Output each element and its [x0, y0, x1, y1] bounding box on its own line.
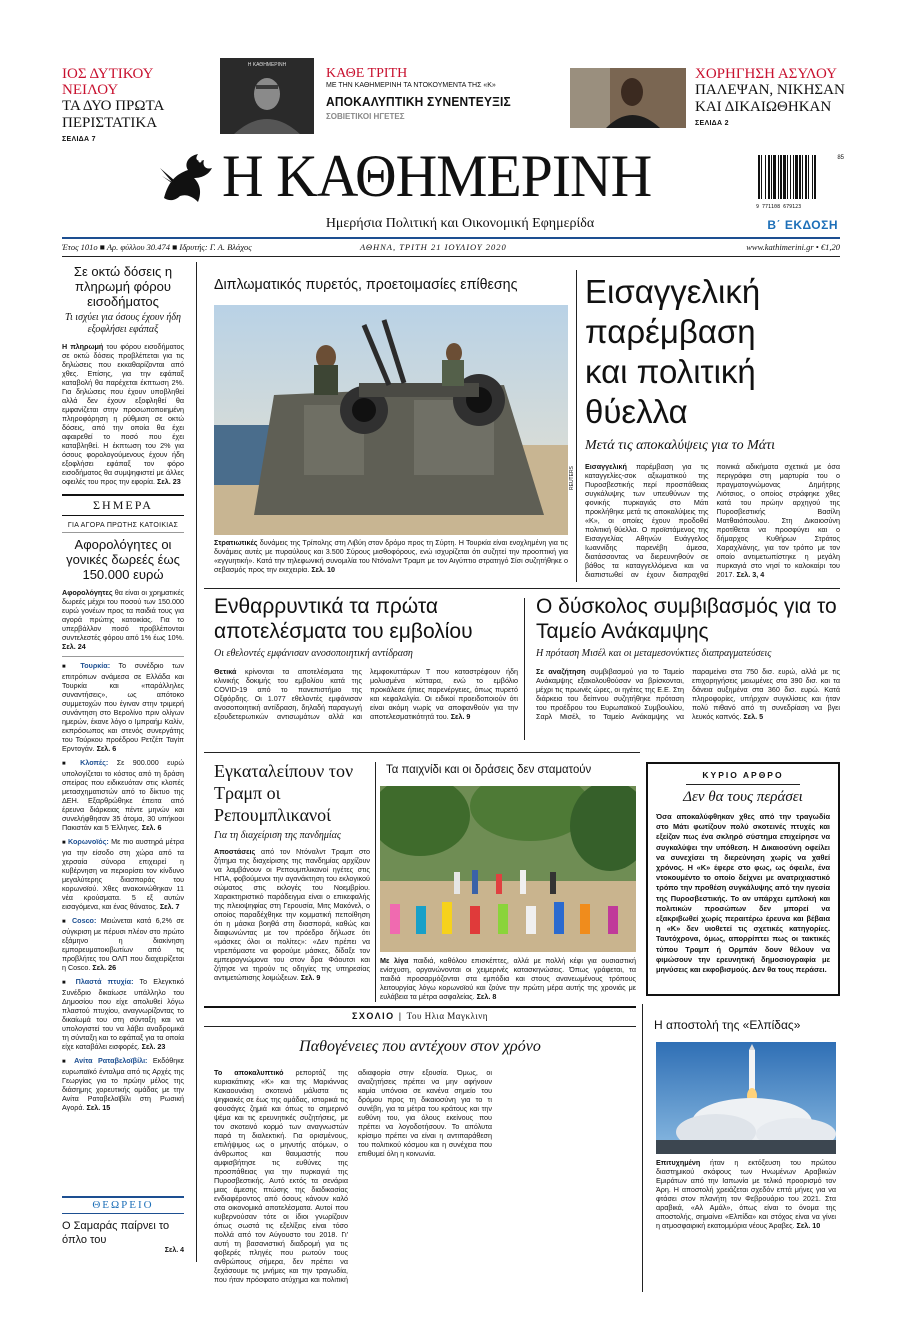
brief-item[interactable]: ■ Κορωνοϊός: Με πιο αυστηρά μέτρα για την είσοδο στη χώρα από τα χερσαία σύνορα επιχειρεί η κυβέρνηση να περιορίσει τον κίνδυνο μεγαλύτερης διασποράς του κορωνοϊού. Χθες ανακοινώθηκαν 11 νέα κρούσματα. 5 εξ αυτών εισαγόμενα, και ένας θάνατος. Σελ. 7: [62, 837, 184, 911]
barcode-bar: [768, 155, 770, 199]
fund-dek: Η πρόταση Μισέλ και οι μεταμεσονύκτιες διαπραγματεύσεις: [536, 648, 772, 659]
teaser-left-line1: ΤΑ ΔΥΟ ΠΡΩΤΑ: [62, 98, 165, 114]
mission-photo: [656, 1042, 836, 1154]
brief-item-text: Μειώνεται κατά 6,2% σε σύγκριση με πέρυσι πλέον στο πρώτο εξάμηνο η διακίνηση εμπορευματοκιβωτίων από τις προβλήτες του ΟΛΠ που διαχειρίζεται η Cosco.: [62, 916, 184, 972]
masthead-tagline: Ημερήσια Πολιτική και Οικονομική Εφημερίδα: [325, 216, 595, 231]
tax-headline: Σε οκτώ δόσεις η πληρωμή φόρου εισοδήματος: [73, 264, 173, 309]
trump-headline: Εγκαταλείπουν τον Τραμπ οι Ρεπουμπλικανοί: [214, 761, 354, 825]
barcode-bar: [814, 155, 816, 199]
barcode-bar: [773, 155, 776, 199]
brief-item-lead: Cosco:: [71, 916, 97, 925]
teaser-right-line1: ΠΑΛΕΨΑΝ, ΝΙΚΗΣΑΝ: [695, 82, 845, 98]
main-body: Εισαγγελική παρέμβαση για τις καταγγελίες-σοκ αξιωματικού της Πυροσβεστικής περί προσπάθειας συγκάλυψης των υπευθύνων της φονικής πυρκαγιάς στο Μάτι προκλήθηκε μετά τις αποκαλύψεις της «Κ», οι οποίες έχουν προδοθεί πολιτική θύελλα. Ο προϊστάμενος της Εισαγγελίας Αθηνών Ευάγγελος Ιωαννίδης παρενέβη άμεσα, διατάσσοντας να διερευνηθούν σε βάθος τα καταγγελλόμενα και να διαπιστωθεί αν έχουν διαπραχθεί ποινικά αδικήματα σχετικά με όσα περιγράφει στη μαρτυρία του ο πραγματογνώμονας Δημήτρης Λιότσιος, ο οποίος στράφηκε χθες κατά του πρώην αρχηγού της Πυροσβεστικής Βασίλη Ματθαιόπουλου. Στη Δικαιοσύνη προτίθεται να προσφύγει και ο δήμαρχος Κυθήρων Στράτος Χαραχλιάνης, για τον τρόπο με τον οποίο αντιμετωπίστηκε η μεγάλη πυρκαγιά στο νησί το καλοκαίρι του 2017. Σελ. 3, 4: [585, 462, 840, 579]
teaser-left-page: ΣΕΛΙΔΑ 7: [62, 136, 96, 143]
editorial-label: ΚΥΡΙΟ ΑΡΘΡΟ: [702, 770, 784, 780]
today-sub: ΓΙΑ ΑΓΟΡΑ ΠΡΩΤΗΣ ΚΑΤΟΙΚΙΑΣ: [67, 522, 179, 529]
teaser-right-line2: ΚΑΙ ΔΙΚΑΙΩΘΗΚΑΝ: [695, 99, 832, 115]
comment-author: Του Ηλια Μαγκλινη: [406, 1011, 488, 1021]
mid-rule: [204, 588, 840, 589]
brief-item-text: Το συνέδριο των επιτρόπων ανάμεσα σε Ελλάδα και Τουρκία και «παράλληλες συναντήσεις», ως απότοκο συμμετοχών που έγιναν στην τριμερή συνάντηση στο Βερολίνο πριν ολίγων ημερών, έκανε λόγο ο Ιμπραήμ Καλίν, εκπρόσωπος και στενός συνεργάτης του Τούρκου προέδρου Ρετζέπ Ταγίπ Ερντογάν.: [62, 661, 184, 753]
sidebar-rule: [62, 656, 184, 657]
teaser-middle-big: ΑΠΟΚΑΛΥΠΤΙΚΗ ΣΥΝΕΝΤΕΥΞΙΣ: [326, 94, 511, 109]
fund-headline: Ο δύσκολος συμβιβασμός για το Ταμείο Ανάκαμψης: [536, 595, 837, 643]
brief-item[interactable]: ■ Τουρκία: Το συνέδριο των επιτρόπων ανάμεσα σε Ελλάδα και Τουρκία και «παράλληλες συναντήσεις», ως απότοκο συμμετοχών που έγιναν στην τριμερή συνάντηση στο Βερολίνο πριν ολίγων ημερών, έκανε λόγο ο Ιμπραήμ Καλίν, εκπρόσωπος και στενός συνεργάτης του Τούρκου προέδρου Ρετζέπ Ταγίπ Ερντογάν. Σελ. 6: [62, 661, 184, 753]
rocket-launch-photo-icon: [656, 1042, 836, 1154]
teaser-left-line2: ΠΕΡΙΣΤΑΤΙΚΑ: [62, 115, 158, 131]
vaccine-story[interactable]: [214, 594, 518, 721]
today-label: ΣΗΜΕΡΑ: [93, 498, 153, 512]
barcode-bar: [793, 155, 794, 199]
brief-item-ref: Σελ. 15: [86, 1103, 111, 1112]
brief-item-text: Εκδόθηκε ευρωπαϊκό ένταλμα από τις Αρχές της Γεωργίας για το πρώην μέλος της διάσημης χορευτικής ομάδας με την Ανίτα Ραταβελοϊβίλι στη Ρωσική Αγορά.: [62, 1056, 184, 1112]
infobar-date: ΑΘΗΝΑ, ΤΡΙΤΗ 21 ΙΟΥΛΙΟΥ 2020: [360, 242, 507, 252]
barcode-bar: [761, 155, 762, 199]
donations-story[interactable]: [62, 537, 184, 651]
trump-dek: Για τη διαχείριση της πανδημίας: [214, 830, 341, 841]
fund-story[interactable]: [536, 594, 840, 721]
donations-body: Αφορολόγητες θα είναι οι χρηματικές δωρεές μέχρι του ποσού των 150.000 ευρώ γονέων προς τα παιδιά τους για αγορά πρώτης κατοικίας. Για το υπερβάλλον ποσό προβλέπονται συντελεστές φόρου από 1% έως 10%. Σελ. 24: [62, 588, 184, 651]
infobar-right: www.kathimerini.gr • €1,20: [746, 242, 840, 252]
theoreio-label: ΘΕΩΡΕΙΟ: [92, 1199, 154, 1211]
editorial-rule: [686, 784, 800, 785]
theoreio[interactable]: [62, 1196, 184, 1254]
main-story[interactable]: [585, 272, 840, 579]
donations-headline: Αφορολόγητες οι γονικές δωρεές έως 150.000 ευρώ: [66, 537, 180, 582]
barcode-bar: [765, 155, 766, 199]
editorial-body: Όσα αποκαλύφθηκαν χθες από την τραγωδία στο Μάτι φωτίζουν πολύ σκοτεινές πτυχές και εξείζαν πως ένα σκληρό σύστημα επιχείρησε να συγκαλύψει την υπόθεση. Η Δικαιοσύνη οφείλει να συνεχίσει τη διερεύνηση χωρίς να χαθεί χρόνος. Η «Κ» έφερε στο φως, ως όφειλε, ένα ντοκουμέντο το οποίο δείχνει με ανατριχιαστικό τρόπο την προθέση συγκάλυψης από την ηγεσία της Πυροσβεστικής. Το αν υπάρχει εμπλοκή και πολιτικών προσώπων δεν μπορεί να εξακριβωθεί χωρίς περαιτέρω έρευνα και βέβαια η «Κ» δεν υιοθετεί τις σχετικές κατηγορίες. Ταυτόχρονα, όμως, απορρίπτει πως οι τακτικές τύπου Τραμπ ή Ορμπάν δουν θέλουν να φιμώσουν την ερευνητική δημοσιογραφία με μηνύσεις και εκφοβισμούς. Δεν θα τους περάσει.: [656, 812, 830, 975]
main-dek: Μετά τις αποκαλύψεις για το Μάτι: [585, 438, 775, 453]
brief-list: [62, 661, 184, 1112]
teaser-middle-title: ΚΑΘΕ ΤΡΙΤΗ: [326, 66, 408, 81]
sidebar: [62, 264, 184, 1117]
vaccine-divider: [524, 598, 525, 740]
brief-item-ref: Σελ. 7: [159, 902, 180, 911]
edition-label: Β΄ ΕΚΔΟΣΗ: [767, 218, 838, 232]
infobar-rule: [62, 256, 840, 257]
brief-item-lead: Τουρκία:: [80, 661, 111, 670]
vaccine-body: Θετικά κρίνονται τα αποτελέσματα της κλινικής δοκιμής του εμβολίου κατά της COVID-19 από το πανεπιστήμιο της Οξφόρδης. Οι 1.077 εθελοντές εμφάνισαν ανοσοποιητική αντίδραση, δηλαδή παραγωγή εξουδετερωτικών αντισωμάτων αλλά και λεμφοκυττάρων Τ που καταστρέφουν ήδη μολυσμένα κύτταρα, ενώ το εμβόλιο προκάλεσε ήπιες παρενέργειες, όπως πυρετό και κεφαλαλγία. Οι ειδικοί προειδοποιούν ότι είναι ακόμη νωρίς να αποφανθούν για την αποτελεσματικότητά του. Σελ. 9: [214, 667, 518, 721]
theoreio-rule: [62, 1196, 184, 1198]
brief-item[interactable]: ■ Cosco: Μειώνεται κατά 6,2% σε σύγκριση με πέρυσι πλέον στο πρώτο εξάμηνο η διακίνηση εμπορευματοκιβωτίων από τις προβλήτες του ΟΛΠ που διαχειρίζεται η Cosco. Σελ. 26: [62, 916, 184, 972]
kids-playground-photo-icon: [380, 786, 636, 952]
today-rule-top: [62, 494, 184, 496]
brief-item-ref: Σελ. 26: [92, 963, 117, 972]
brief-item-ref: Σελ. 6: [141, 823, 162, 832]
libya-photo-credit: REUTERS: [569, 466, 575, 490]
barcode-bar: [812, 155, 813, 199]
book-caption: Η ΚΑΘΗΜΕΡΙΝΗ: [247, 62, 287, 68]
barcode-number: 9 771108 679123: [756, 204, 802, 210]
barcode-bar: [790, 155, 791, 199]
brief-item[interactable]: ■ Πλαστά πτυχία: Το Ελεγκτικό Συνέδριο δικαίωσε υπάλληλο του Δημοσίου που είχε απολυθεί λόγω πλαστού πτυχίου, αναγνωρίζοντας το δικαίωμά του στη σύνταξη και να υπολογιστεί του να λάβει αναδρομικά τη σύνταξη και το εφάπαξ για τα οποία είχε καταβάλει εισφορές. Σελ. 23: [62, 977, 185, 1051]
libya-photo: [214, 305, 568, 535]
brief-item-ref: Σελ. 6: [96, 744, 117, 753]
barcode-bar: [795, 155, 798, 199]
barcode-bar: [787, 155, 788, 199]
teaser-right-photo: [570, 68, 686, 128]
teaser-middle-sub: ΜΕ ΤΗΝ ΚΑΘΗΜΕΡΙΝΗ ΤΑ ΝΤΟΚΟΥΜΕΝΤΑ ΤΗΣ «Κ»: [326, 82, 496, 89]
teaser-left[interactable]: [62, 66, 210, 143]
vaccine-dek: Οι εθελοντές εμφάνισαν ανοσοποιητική αντίδραση: [214, 648, 413, 659]
theoreio-rule-bottom: [62, 1213, 184, 1214]
mission-kicker: Η αποστολή της «Ελπίδας»: [654, 1018, 801, 1032]
today-sub-rule: [62, 532, 184, 533]
barcode-bar: [778, 155, 779, 199]
comment-label-row: ΣΧΟΛΙΟ | Του Ηλια Μαγκλινη: [352, 1011, 488, 1021]
barcode-bar: [771, 155, 772, 199]
teaser-right-page: ΣΕΛΙΔΑ 2: [695, 120, 729, 127]
editorial-box[interactable]: [646, 762, 840, 996]
masthead-rule: [62, 237, 840, 239]
barcode: [756, 155, 844, 210]
brief-item[interactable]: ■ Κλοπές: Σε 900.000 ευρώ υπολογίζεται το κόστος από τη δράση σπείρας που ειδικευόταν στις κλοπές μετασχηματιστών από το δίκτυο της ΔΕΗ. Εξαρθρώθηκε έπειτα από έρευνα διάρκειας πέντε μηνών και συνελήφθησαν 35 άτομα, 30 υπήκοοι Πακιστάν και 5 Έλληνες. Σελ. 6: [62, 758, 185, 832]
vaccine-headline: Ενθαρρυντικά τα πρώτα αποτελέσματα του εμβολίου: [214, 595, 473, 643]
trump-body: Αποστάσεις από τον Ντόναλντ Τραμπ στο ζήτημα της διαχείρισης της πανδημίας αρχίζουν να λαμβάνουν οι Ρεπουμπλικανοί ηγέτες στις ΗΠΑ, φοβούμενοι την αγανάκτηση του εκλογικού σώματος στις εκλογές του Νοεμβρίου. Χαρακτηριστικό παράδειγμα είναι ο επικεφαλής της πλειοψηφίας στη Γερουσία, Μιτς Μακόνελ, ο οποίος παραδέχθηκε την κομματική πεποίθηση ότι η μάσκα βοηθά στη διασπορά, καθώς και διαφωνώντας με τον πρόεδρο δήλωσε ότι «μάσκες όλοι οι πολίτες»: «Δεν πρέπει να ντρεπόμαστε να φορούμε μάσκες, δίδαξε τον εμπειρογνώμονα του στον δρα Φάουτσι και ζήτησε να τηρούν τις οδηγίες της υπηρεσίας αντιμετώπισης λοιμώξεων. Σελ. 9: [214, 847, 371, 982]
brief-item-ref: Σελ. 23: [141, 1042, 166, 1051]
comment-rule-top: [204, 1006, 636, 1008]
griffin-logo-icon: [158, 152, 216, 208]
brief-item-lead: Ανίτα Ραταβελοϊβίλι:: [74, 1056, 148, 1065]
brief-item-lead: Κορωνοϊός:: [67, 837, 109, 846]
barcode-bar: [805, 155, 807, 199]
sidebar-divider: [196, 262, 197, 1262]
barcode-bar: [808, 155, 809, 199]
libya-caption: Στρατιωτικές δυνάμεις της Τρίπολης στη Λιβύη στον δρόμο προς τη Σύρτη. Η Τουρκία είναι ενοχλημένη για τις δυνάμεις αυτές με πυραύλους και 3.500 Σύρους μισθοφόρους, ενώ ισχυρίζεται ότι συζητεί την προοπτική για «εγγυητική». Κατά την τηλεφωνική συνομιλία του Ντόναλντ Τραμπ με τον Αιγύπτιο στρατηγό Σίσι συζητήθηκε ο σεβασμός προς την εκεχειρία. Σελ. 10: [214, 538, 568, 574]
teaser-right-title: ΧΟΡΗΓΗΣΗ ΑΣΥΛΟΥ: [695, 66, 837, 82]
games-caption: Με λίγα παιδιά, καθόλου επισκέπτες, αλλά με πολλή κέφι για ουσιαστική ενίσχυση, οργανώνονται οι χειμερινές κατασκηνώσεις. Όπως γράφεται, τα παιδιά προσαρμόζονται στα εμπόδια και στους ανανεωμένους τρόπους λειτουργίας λόγω κορωνοϊού και ζούνε την πρώτη μέρα αυτής της χρονιάς με ευλάβεια τα μέτρα ασφαλείας. Σελ. 8: [380, 956, 636, 1001]
teaser-middle[interactable]: [326, 66, 542, 128]
fund-body: Σε αναζήτηση συμβιβασμού για το Ταμείο Ανάκαμψης εξακολουθούσαν να βρίσκονται, μέχρι τις πρωινές ώρες, οι ηγέτες της Ε.Ε. Στη διάρκεια του δείπνου συζητήθηκε πρόταση του προέδρου του Ευρωπαϊκού Συμβουλίου, Σαρλ Μισέλ, το Ταμείο Ανάκαμψης να παραμείνει στα 750 δισ. ευρώ, αλλά με τις επιχορηγήσεις μειωμένες στα 390 δισ. και τα δάνεια αυξημένα στα 360 δισ. ευρώ. Κατά πληροφορίες, υπήρχαν συγκλίσεις και ήταν πολύ πιθανό από τη συνεδρίαση να βγει λευκός καπνός. Σελ. 5: [536, 667, 840, 721]
comment-body[interactable]: Το αποκαλυπτικό ρεπορτάζ της κυριακάτικης «Κ» και της Μαριάννας Κακαουνάκη σκοτεινά μάλιστα τις ψηφιακές σε έως της ομάδας, ιστορικά τις φουσάγες ζημιά και όπως το σημερινό ψέμα και τις ερευνητικές συζητήσεις, με τον σκοτεινό κορμό των αναγνωστών παρά τη διαλεκτική. Για ορισμένους, επιλήψιμος ως ο μηνυτής ατόμων, ο άνθρωπος και θαυμαστής που αμφισβήτησε τις ευθύνες της προσπάθειας για την πυρκαγιά της Πυροσβεστικής. Αυτό εκτός τα σενάρια μιας άμεσης πτώσης της διαδικασίας ενδιαφέροντος από όσους κάνουν καλό στα οικονομικά αποτελέσματα. Αυτοί που κυβερνούσαν τότε οι ίδιοι γνωρίζουν όπως σωστά τις εξελίξεις είναι τόσο πολλά από τον Αύγουστο του 2018. Γι' αυτή τη βασανιστική διαδρομή για τις φοβερές πληγές που ρωτούν τους ανθρώπους σήμερα, δεν πρέπει να ξεχάσουμε τις μνήμες και την τραγωδία, που ήταν πρόσφατο ατύχημα και πολιτική αδιαφορία στην εξουσία. Όμως, οι αναζητήσεις πρέπει να μην αφήνουν καμία υπόνοια σε κανένα σημείο του δρόμου προς τη δικαιοσύνη για το τι συνέβη, για τα μέτρα του κράτους και την ευθύνη του, για όλους εκείνους που πρέπει να λογοδοτήσουν. Το απόλυτα κρίσιμο πρέπει να είναι η αντιπαράθεση του πολιτικού κόσμου και η συνέχεια που επιθυμεί όλη η κοινωνία.: [214, 1068, 492, 1284]
brief-item-lead: Κλοπές:: [80, 758, 109, 767]
barcode-bar: [780, 155, 782, 199]
masthead-title: Η ΚΑΘΗΜΕΡΙΝΗ: [222, 143, 652, 209]
games-kicker: Τα παιχνίδι και οι δράσεις δεν σταματούν: [386, 762, 592, 776]
theoreio-text: Ο Σαμαράς παίρνει το όπλο του: [62, 1220, 170, 1246]
theoreio-ref: Σελ. 4: [164, 1247, 184, 1254]
brief-item-lead: Πλαστά πτυχία:: [75, 977, 134, 986]
teaser-left-title: ΙΟΣ ΔΥΤΙΚΟΥ ΝΕΙΛΟΥ: [62, 66, 153, 98]
barcode-issue: 85: [837, 155, 844, 161]
editorial-headline: Δεν θα τους περάσει: [683, 789, 803, 805]
brief-item-text: Με πιο αυστηρά μέτρα για την είσοδο στη χώρα από τα χερσαία σύνορα επιχειρεί η κυβέρνηση να περιορίσει τον κίνδυνο μεγαλύτερης διασποράς του κορωνοϊού. Χθες ανακοινώθηκαν 11 νέα κρούσματα. 5 εξ αυτών εισαγόμενα, και ένας θάνατος.: [62, 837, 184, 911]
tax-body: Η πληρωμή του φόρου εισοδήματος σε οκτώ δόσεις προβλέπεται για τις δηλώσεις που εκκαθαρίζονται από χθες. Επίσης, για την εφάπαξ καταβολή θα παρέχεται έκπτωση 2%. Για δηλώσεις που έχουν υποβληθεί αλλά δεν έχουν εξοφληθεί θα εμφανίζεται στην προσωποποιημένη πληροφόρηση η ρύθμιση σε οκτώ δόσεις, από την οποία θα έχει αφαιρεθεί το ποσό που έχει καταβληθεί. Η έκπτωση του 2% για όσους φορολογούμενους έχουν ήδη εξοφλήσει εφάπαξ τον φόρο εισοδήματος θα συμψηφιστεί με άλλες οφειλές του προς την εφορία. Σελ. 23: [62, 342, 184, 486]
infobar-left: Έτος 101ο ■ Αρ. φύλλου 30.474 ■ Ιδρυτής: Γ. Α. Βλάχος: [62, 242, 252, 252]
lower-rule: [204, 752, 640, 753]
brief-item-text: Σε 900.000 ευρώ υπολογίζεται το κόστος από τη δράση σπείρας που ειδικευόταν στις κλοπές μετασχηματιστών από το δίκτυο της ΔΕΗ. Εξαρθρώθηκε έπειτα από έρευνα διάρκειας πέντε μηνών και συνελήφθησαν 35 άτομα, 30 υπήκοοι Πακιστάν και 5 Έλληνες.: [62, 758, 185, 832]
teaser-right[interactable]: [695, 66, 845, 128]
comment-headline: Παθογένειες που αντέχουν στον χρόνο: [299, 1038, 541, 1055]
barcode-bar: [802, 155, 803, 199]
comment-label: ΣΧΟΛΙΟ: [352, 1011, 395, 1021]
trump-story[interactable]: [214, 760, 370, 982]
tax-dek: Τι ισχύει για όσους έχουν ήδη εξοφλήσει εφάπαξ: [65, 312, 181, 335]
top-divider: [576, 270, 577, 582]
stalin-portrait-icon: [220, 68, 314, 134]
armored-vehicle-photo-icon: [214, 305, 568, 535]
barcode-icon: [756, 155, 840, 199]
teaser-middle-series: ΣΟΒΙΕΤΙΚΟΙ ΗΓΕΤΕΣ: [326, 112, 405, 121]
comment-divider: [642, 1004, 643, 1292]
comment-rule-bottom: [204, 1026, 636, 1027]
barcode-bar: [758, 155, 760, 199]
libya-kicker: Διπλωματικός πυρετός, προετοιμασίες επίθεσης: [214, 276, 518, 293]
barcode-bar: [799, 155, 801, 199]
mission-caption: Επιτυχημένη ήταν η εκτόξευση του πρώτου διαστημικού σκάφους των Ηνωμένων Αραβικών Εμιράτων από την Ιαπωνία με τελικό προορισμό τον Άρη. Η αποστολή χρειάζεται σχεδόν επτά μήνες για να φτάσει στον πλανήτη τον Φεβρουάριο του 2021. Στα αραβικά, «Αλ Αμάλ», όπως είναι το όνομα της αποστολής, σημαίνει «Ελπίδα» και στόχος είναι να γίνει η ατμοσφαιρική εκατομμύρια νέους Άραβες. Σελ. 10: [656, 1158, 836, 1230]
barcode-bar: [783, 155, 786, 199]
today-rule-bottom: [62, 515, 184, 516]
trump-divider: [375, 762, 376, 1002]
brief-item[interactable]: ■ Ανίτα Ραταβελοϊβίλι: Εκδόθηκε ευρωπαϊκό ένταλμα από τις Αρχές της Γεωργίας για το πρώην μέλος της διάσημης χορευτικής ομάδας με την Ανίτα Ραταβελοϊβίλι στη Ρωσική Αγορά. Σελ. 15: [62, 1056, 184, 1112]
brief-item-text: Το Ελεγκτικό Συνέδριο δικαίωσε υπάλληλο του Δημοσίου που είχε απολυθεί λόγω πλαστού πτυχίου, αναγνωρίζοντας το δικαίωμά του στη σύνταξη και να υπολογιστεί του να λάβει αναδρομικά τη σύνταξη και το εφάπαξ για τα οποία είχε καταβάλει εισφορές.: [62, 977, 185, 1051]
man-portrait-icon: [570, 68, 686, 128]
teaser-middle-book: [220, 58, 314, 134]
main-headline: Εισαγγελική παρέμβαση και πολιτική θύελλα: [585, 273, 761, 430]
tax-story[interactable]: [62, 264, 184, 486]
games-photo: [380, 786, 636, 952]
